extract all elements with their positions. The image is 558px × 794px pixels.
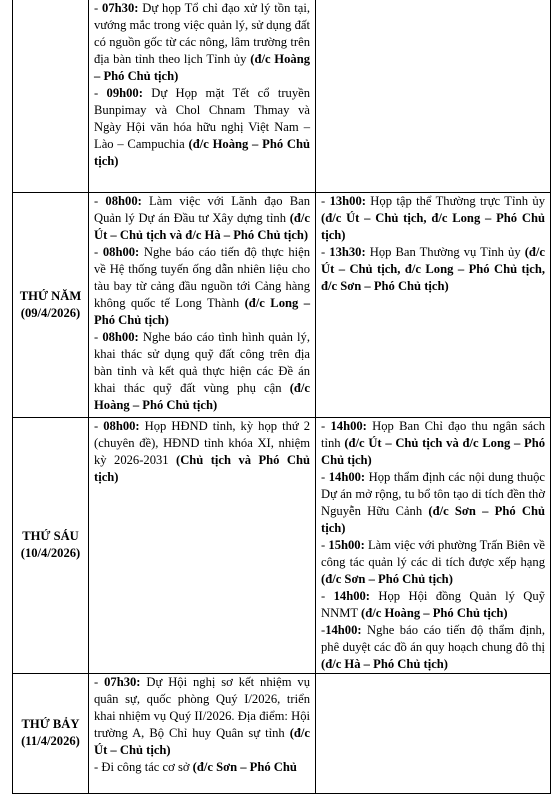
entry-text: Họp Hội đồng Quản lý Quỹ NNMT — [321, 588, 546, 620]
entry-attendees: (đ/c Sơn – Phó Chủ tịch) — [321, 503, 545, 535]
entry-attendees: (đ/c Hoàng – Phó Chủ tịch) — [94, 52, 310, 83]
schedule-row — [13, 673, 551, 793]
entry-attendees: (đ/c Sơn – Phó Chủ — [192, 759, 297, 774]
entry-time: 13h30: — [329, 244, 366, 259]
entry-text: Làm việc với Lãnh đạo Ban Quản lý Dự án Đầu tư Xây dựng tỉnh — [94, 193, 311, 225]
entry-time: 14h00: — [325, 622, 362, 637]
entry-time: 09h00: — [106, 86, 143, 100]
morning-cell — [89, 673, 316, 793]
entry-dash: - — [94, 418, 104, 433]
entry-attendees: (đ/c Long – Phó Chủ tịch) — [94, 295, 310, 327]
entry-dash: - — [321, 193, 330, 208]
entry-dash: - — [321, 588, 334, 603]
day-cell — [13, 417, 89, 673]
entry-attendees: (đ/c Út – Chủ tịch, đ/c Long – Phó Chủ tịch) — [321, 210, 545, 242]
schedule-entry — [94, 85, 310, 170]
entry-dash: - — [94, 329, 103, 344]
entry-text: Nghe báo cáo tiến độ thực hiện về Hệ thống tuyến ống dẫn nhiên liệu cho tàu bay từ cảng đầu nguồn tới Cảng hàng không quốc tế Long Thành — [94, 244, 311, 310]
entry-dash: - — [321, 537, 329, 552]
schedule-entry — [94, 244, 310, 329]
entry-text: Họp thẩm định các nội dung thuộc Dự án mở rộng, tu bổ tôn tạo di tích đền thờ Nguyễn Hữu Cảnh — [321, 469, 546, 518]
entry-attendees: (đ/c Hà – Phó Chủ tịch) — [321, 656, 448, 671]
entry-dash: - — [321, 622, 326, 637]
schedule-entry — [94, 418, 310, 486]
entry-attendees: (đ/c Út – Chủ tịch và đ/c Hà – Phó Chủ tịch) — [94, 210, 310, 242]
entry-time: 13h00: — [329, 193, 366, 208]
weekly-schedule-table — [12, 0, 551, 794]
entry-attendees: (đ/c Hoàng – Phó Chủ tịch) — [361, 605, 508, 620]
entry-time: 08h00: — [102, 244, 140, 259]
schedule-entry — [94, 0, 310, 85]
entry-text: Dự họp Tổ chỉ đạo xử lý tồn tại, vướng mắc trong việc quản lý, sử dụng đất có nguồn gốc từ các nông, lâm trường trên địa bàn tỉnh theo lịch Tỉnh ủy — [94, 1, 310, 66]
day-name: THỨ NĂM — [19, 288, 82, 303]
schedule-row — [13, 0, 551, 192]
schedule-entry — [321, 193, 545, 244]
entry-text: Đi công tác cơ sở — [101, 759, 193, 774]
entry-time: 07h30: — [104, 674, 141, 689]
entry-dash: - — [321, 418, 331, 433]
afternoon-cell — [316, 673, 551, 793]
day-date: (11/4/2026) — [21, 734, 80, 748]
schedule-row — [13, 417, 551, 673]
entry-dash: - — [321, 244, 330, 259]
day-date: (10/4/2026) — [20, 546, 81, 560]
entry-text: Họp HĐND tỉnh, kỳ họp thứ 2 (chuyên đề), HĐND tỉnh khóa XI, nhiệm kỳ 2026-2031 — [94, 418, 311, 467]
entry-time: 08h00: — [105, 193, 142, 208]
entry-text: Họp Ban Chỉ đạo thu ngân sách tỉnh — [321, 418, 546, 450]
schedule-entry — [321, 244, 545, 295]
morning-cell — [89, 0, 316, 192]
entry-text: Dự Hội nghị sơ kết nhiệm vụ quân sự, quốc phòng Quý I/2026, triển khai nhiệm vụ Quý II/2026. Địa điểm: Hội trường A, Bộ Chỉ huy Quân sự tỉnh — [94, 674, 310, 740]
entry-text: Họp Ban Thường vụ Tỉnh ủy — [365, 244, 525, 259]
schedule-entry — [321, 418, 545, 469]
entry-attendees: (đ/c Hoàng – Phó Chủ tịch) — [94, 380, 310, 412]
morning-cell — [89, 192, 316, 417]
schedule-entry — [321, 588, 545, 622]
morning-cell — [89, 417, 316, 673]
day-cell — [13, 673, 89, 793]
afternoon-cell — [316, 0, 551, 192]
entry-time: 14h00: — [328, 469, 366, 484]
day-date: (09/4/2026) — [20, 305, 81, 320]
schedule-entry — [94, 759, 310, 776]
entry-attendees: (đ/c Sơn – Phó Chủ tịch) — [321, 571, 453, 586]
entry-time: 08h00: — [103, 418, 140, 433]
schedule-entry — [321, 537, 545, 588]
entry-attendees: (Chủ tịch và Phó Chủ tịch) — [94, 452, 310, 484]
entry-text: Nghe báo cáo tiến độ thẩm định, phê duyệt các đồ án quy hoạch chung đô thị — [321, 622, 545, 654]
schedule-row — [13, 192, 551, 417]
entry-time: 14h00: — [333, 588, 370, 603]
entry-time: 07h30: — [102, 1, 139, 15]
entry-text: Dự Họp mặt Tết cổ truyền Bunpimay và Chol Chnam Thmay và Ngày Hội văn hóa hữu nghị Việt Nam – Lào – Campuchia — [94, 86, 311, 151]
entry-text: Họp tập thể Thường trực Tỉnh ủy — [365, 193, 546, 208]
entry-dash: - — [94, 674, 105, 689]
entry-attendees: (đ/c Út – Chủ tịch và đ/c Long – Phó Chủ tịch) — [321, 435, 545, 467]
entry-dash: - — [94, 193, 106, 208]
entry-dash: - — [321, 469, 329, 484]
entry-text: Làm việc với phường Trấn Biên về công tác quản lý các di tích được xếp hạng — [321, 537, 546, 569]
entry-attendees: (đ/c Út – Chủ tịch) — [94, 725, 310, 757]
afternoon-cell — [316, 417, 551, 673]
day-name: THỨ BẢY — [21, 717, 80, 731]
entry-attendees: (đ/c Hoàng – Phó Chủ tịch) — [94, 137, 310, 168]
entry-dash: - — [94, 759, 102, 774]
schedule-entry — [321, 622, 545, 673]
entry-time: 14h00: — [330, 418, 367, 433]
entry-time: 08h00: — [102, 329, 139, 344]
schedule-entry — [94, 674, 310, 759]
day-cell — [13, 192, 89, 417]
schedule-entry — [321, 469, 545, 537]
entry-dash: - — [94, 1, 103, 15]
entry-attendees: (đ/c Út – Chủ tịch, đ/c Long – Phó Chủ tịch, đ/c Sơn – Phó Chủ tịch) — [321, 244, 545, 293]
afternoon-cell — [316, 192, 551, 417]
schedule-entry — [94, 329, 310, 414]
day-name: THỨ SÁU — [22, 529, 79, 543]
entry-dash: - — [94, 244, 103, 259]
schedule-entry — [94, 193, 310, 244]
entry-time: 15h00: — [328, 537, 365, 552]
entry-text: Nghe báo cáo tình hình quản lý, khai thác sử dụng quỹ đất công trên địa bàn tỉnh và kết quả thực hiện các Đề án khai thác quỹ đất vùng phụ cận — [94, 329, 310, 395]
entry-dash: - — [94, 86, 107, 100]
day-cell — [13, 0, 89, 192]
